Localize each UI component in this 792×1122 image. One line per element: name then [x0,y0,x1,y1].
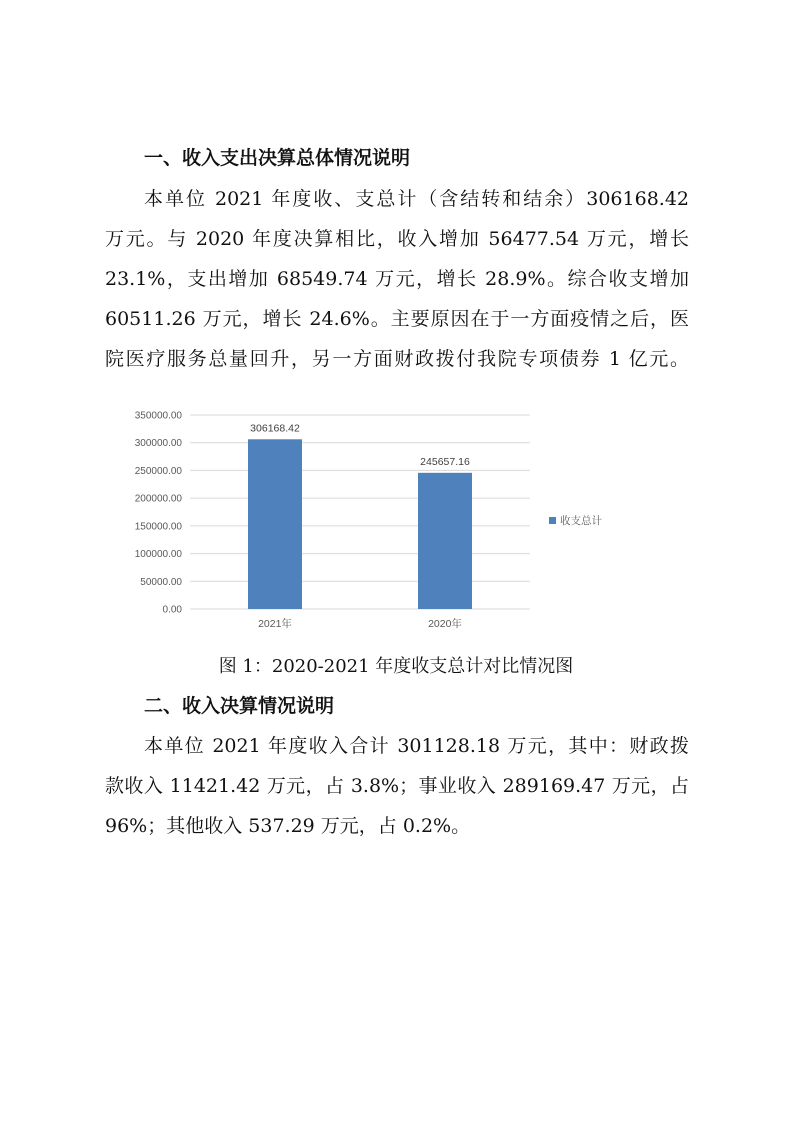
y-tick-label: 50000.00 [140,576,182,588]
x-tick-label: 2021年 [258,618,292,630]
paragraph-line: 本单位 2021 年度收、支总计（含结转和结余）306168.42 [144,188,689,210]
y-tick-label: 350000.00 [134,410,182,422]
y-tick-label: 300000.00 [134,438,182,450]
paragraph-line: 款收入 11421.42 万元，占 3.8%；事业收入 289169.47 万元，占 [105,775,689,797]
paragraph-line: 院医疗服务总量回升，另一方面财政拨付我院专项债券 1 亿元。 [105,348,689,370]
paragraph-line: 万元。与 2020 年度决算相比，收入增加 56477.54 万元，增长 [105,228,689,250]
section1-paragraph [105,179,689,379]
y-tick-label: 250000.00 [134,465,182,477]
x-tick-label: 2020年 [428,618,462,630]
section2-heading: 二、收入决算情况说明 [144,695,335,717]
bar-2021年 [248,439,302,609]
y-tick-label: 200000.00 [134,493,182,505]
y-tick-label: 0.00 [162,604,182,616]
paragraph-line: 96%；其他收入 537.29 万元，占 0.2%。 [105,815,471,837]
paragraph-line: 23.1%，支出增加 68549.74 万元，增长 28.9%。综合收支增加 [105,268,689,290]
paragraph-line: 60511.26 万元，增长 24.6%。主要原因在于一方面疫情之后，医 [105,308,689,330]
chart-svg [100,400,660,640]
section1-heading: 一、收入支出决算总体情况说明 [144,147,411,169]
data-label: 245657.16 [420,455,470,468]
bar-2020年 [418,473,472,609]
figure-caption: 图 1：2020-2021 年度收支总计对比情况图 [218,656,574,677]
paragraph-line: 本单位 2021 年度收入合计 301128.18 万元，其中：财政拨 [144,735,689,757]
section2-paragraph [105,726,689,846]
data-label: 306168.42 [250,422,300,435]
legend-swatch [549,517,556,524]
legend-label: 收支总计 [560,515,602,527]
income-expense-bar-chart [100,400,660,640]
y-tick-label: 150000.00 [134,521,182,533]
y-tick-label: 100000.00 [134,549,182,561]
